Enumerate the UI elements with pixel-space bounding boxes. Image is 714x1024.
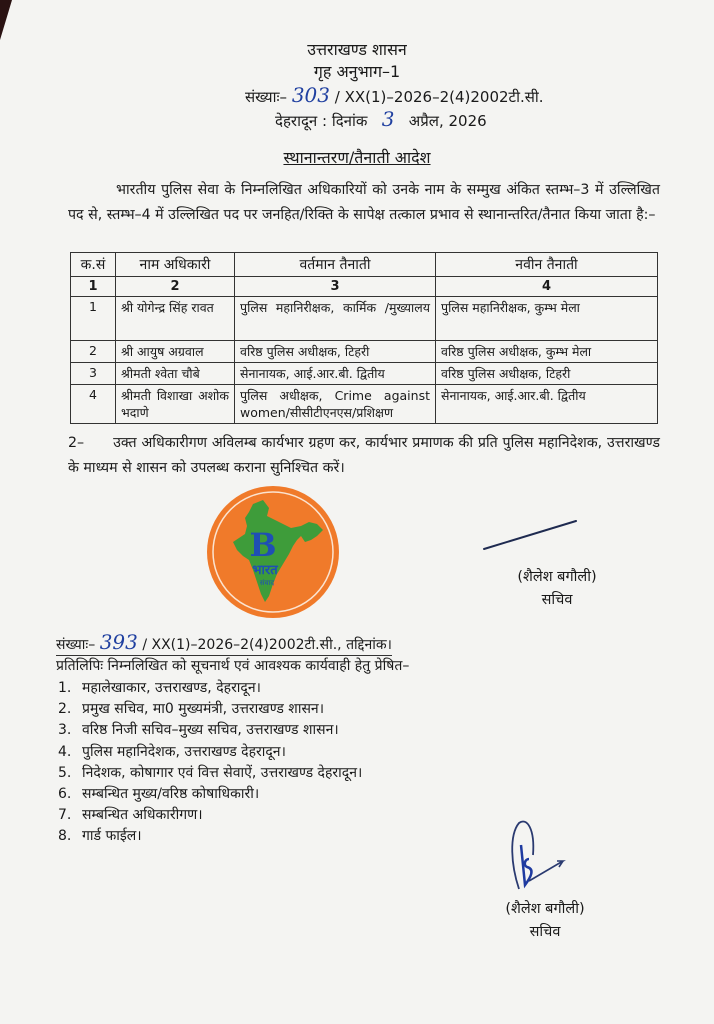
table-row bbox=[71, 385, 658, 424]
list-item: 4. पुलिस महानिदेशक, उत्तराखण्ड देहरादून। bbox=[58, 743, 286, 760]
handwritten-reference-number: 303 bbox=[291, 83, 330, 107]
department-name: गृह अनुभाग–1 bbox=[313, 62, 401, 81]
cell-current-posting: सेनानायक, आई.आर.बी. द्वितीय bbox=[235, 363, 436, 385]
intro-paragraph: भारतीय पुलिस सेवा के निम्नलिखित अधिकारियों को उनके नाम के सम्मुख अंकित स्तम्भ–3 में उल्लिखित पद से, स्तम्भ–4 में उल्लिखित पद पर जनहित/रिक्ति के सापेक्ष तत्काल प्रभाव से स्थानान्तरित/तैनात किया जाता है:– bbox=[68, 182, 660, 223]
cell-sno: 1 bbox=[71, 297, 116, 341]
cell-new-posting: वरिष्ठ पुलिस अधीक्षक, टिहरी bbox=[436, 363, 658, 385]
reference-prefix: संख्याः– bbox=[245, 88, 288, 106]
copy-reference-suffix: / XX(1)–2026–2(4)2002टी.सी., तद्दिनांक। bbox=[142, 637, 392, 653]
order-title-wrap bbox=[0, 146, 714, 168]
signature-stroke-1 bbox=[480, 515, 590, 555]
column-number: 3 bbox=[235, 277, 436, 297]
cell-sno: 2 bbox=[71, 341, 116, 363]
bharat-samvad-logo bbox=[205, 484, 341, 620]
list-item: 2. प्रमुख सचिव, मा0 मुख्यमंत्री, उत्तराखण्ड शासन। bbox=[58, 701, 324, 718]
column-number: 1 bbox=[71, 277, 116, 297]
signatory-name-2: (शैलेश बगौली) bbox=[505, 901, 585, 917]
header-new-posting: नवीन तैनाती bbox=[436, 253, 658, 277]
logo-graphic bbox=[205, 484, 341, 620]
handwritten-date-day: 3 bbox=[381, 107, 395, 131]
header-officer-name: नाम अधिकारी bbox=[116, 253, 235, 277]
table-row bbox=[71, 341, 658, 363]
list-item: 3. वरिष्ठ निजी सचिव–मुख्य सचिव, उत्तराखण्ड शासन। bbox=[58, 722, 339, 739]
cell-sno: 4 bbox=[71, 385, 116, 424]
cell-sno: 3 bbox=[71, 363, 116, 385]
column-number: 2 bbox=[116, 277, 235, 297]
copy-reference-prefix: संख्याः– bbox=[56, 637, 96, 653]
handwritten-copy-reference-number: 393 bbox=[99, 630, 138, 654]
list-item: 7. सम्बन्धित अधिकारीगण। bbox=[58, 807, 203, 824]
logo-text-sub: संवाद bbox=[259, 579, 275, 587]
signatory-designation-1: सचिव bbox=[541, 592, 573, 608]
copy-reference-line bbox=[56, 630, 392, 656]
list-item: 1. महालेखाकार, उत्तराखण्ड, देहरादून। bbox=[58, 680, 261, 696]
copy-intro: प्रतिलिपिः निम्नलिखित को सूचनार्थ एवं आवश्यक कार्यवाही हेतु प्रेषित– bbox=[56, 658, 410, 674]
order-title: स्थानान्तरण/तैनाती आदेश bbox=[283, 148, 431, 167]
table-row bbox=[71, 363, 658, 385]
table-header-row bbox=[71, 253, 658, 277]
column-number: 4 bbox=[436, 277, 658, 297]
header-current-posting: वर्तमान तैनाती bbox=[235, 253, 436, 277]
signatory-designation-2: सचिव bbox=[529, 924, 561, 940]
transfer-table bbox=[70, 252, 658, 424]
cell-officer-name: श्री आयुष अग्रवाल bbox=[116, 341, 235, 363]
cell-officer-name: श्रीमती विशाखा अशोक भदाणे bbox=[116, 385, 235, 424]
reference-suffix: / XX(1)–2026–2(4)2002टी.सी. bbox=[334, 88, 544, 106]
place-date-line bbox=[275, 107, 487, 131]
header-sno: क.सं bbox=[71, 253, 116, 277]
cell-officer-name: श्रीमती श्वेता चौबे bbox=[116, 363, 235, 385]
cell-current-posting: वरिष्ठ पुलिस अधीक्षक, टिहरी bbox=[235, 341, 436, 363]
cell-officer-name: श्री योगेन्द्र सिंह रावत bbox=[116, 297, 235, 341]
paragraph-2: 2– उक्त अधिकारीगण अविलम्ब कार्यभार ग्रहण कर, कार्यभार प्रमाणक की प्रति पुलिस महानिदेशक, उत्तराखण्ड के माध्यम से शासन को उपलब्ध कराना सुनिश्चित करें। bbox=[68, 435, 665, 476]
logo-text-main: भारत bbox=[252, 563, 278, 578]
list-item: 6. सम्बन्धित मुख्य/वरिष्ठ कोषाधिकारी। bbox=[58, 785, 260, 802]
reference-number-line bbox=[245, 83, 544, 107]
cell-new-posting: वरिष्ठ पुलिस अधीक्षक, कुम्भ मेला bbox=[436, 341, 658, 363]
table-row bbox=[71, 297, 658, 341]
government-name: उत्तराखण्ड शासन bbox=[307, 40, 407, 59]
signatory-name-1: (शैलेश बगौली) bbox=[517, 569, 597, 585]
cell-current-posting: पुलिस महानिरीक्षक, कार्मिक /मुख्यालय bbox=[235, 297, 436, 341]
column-number-row bbox=[71, 277, 658, 297]
logo-letter-b: B bbox=[249, 526, 277, 564]
list-item: 8. गार्ड फाईल। bbox=[58, 828, 142, 845]
date-month-year: अप्रैल, 2026 bbox=[408, 112, 487, 130]
cell-new-posting: पुलिस महानिरीक्षक, कुम्भ मेला bbox=[436, 297, 658, 341]
place-date-prefix: देहरादून : दिनांक bbox=[275, 112, 368, 130]
recipient-list bbox=[58, 678, 362, 848]
signature-stroke-2 bbox=[505, 815, 585, 895]
list-item: 5. निदेशक, कोषागार एवं वित्त सेवाऐं, उत्तराखण्ड देहरादून। bbox=[58, 764, 363, 781]
cell-new-posting: सेनानायक, आई.आर.बी. द्वितीय bbox=[436, 385, 658, 424]
cell-current-posting: पुलिस अधीक्षक, Crime against women/सीसीटीएनएस/प्रशिक्षण bbox=[235, 385, 436, 424]
